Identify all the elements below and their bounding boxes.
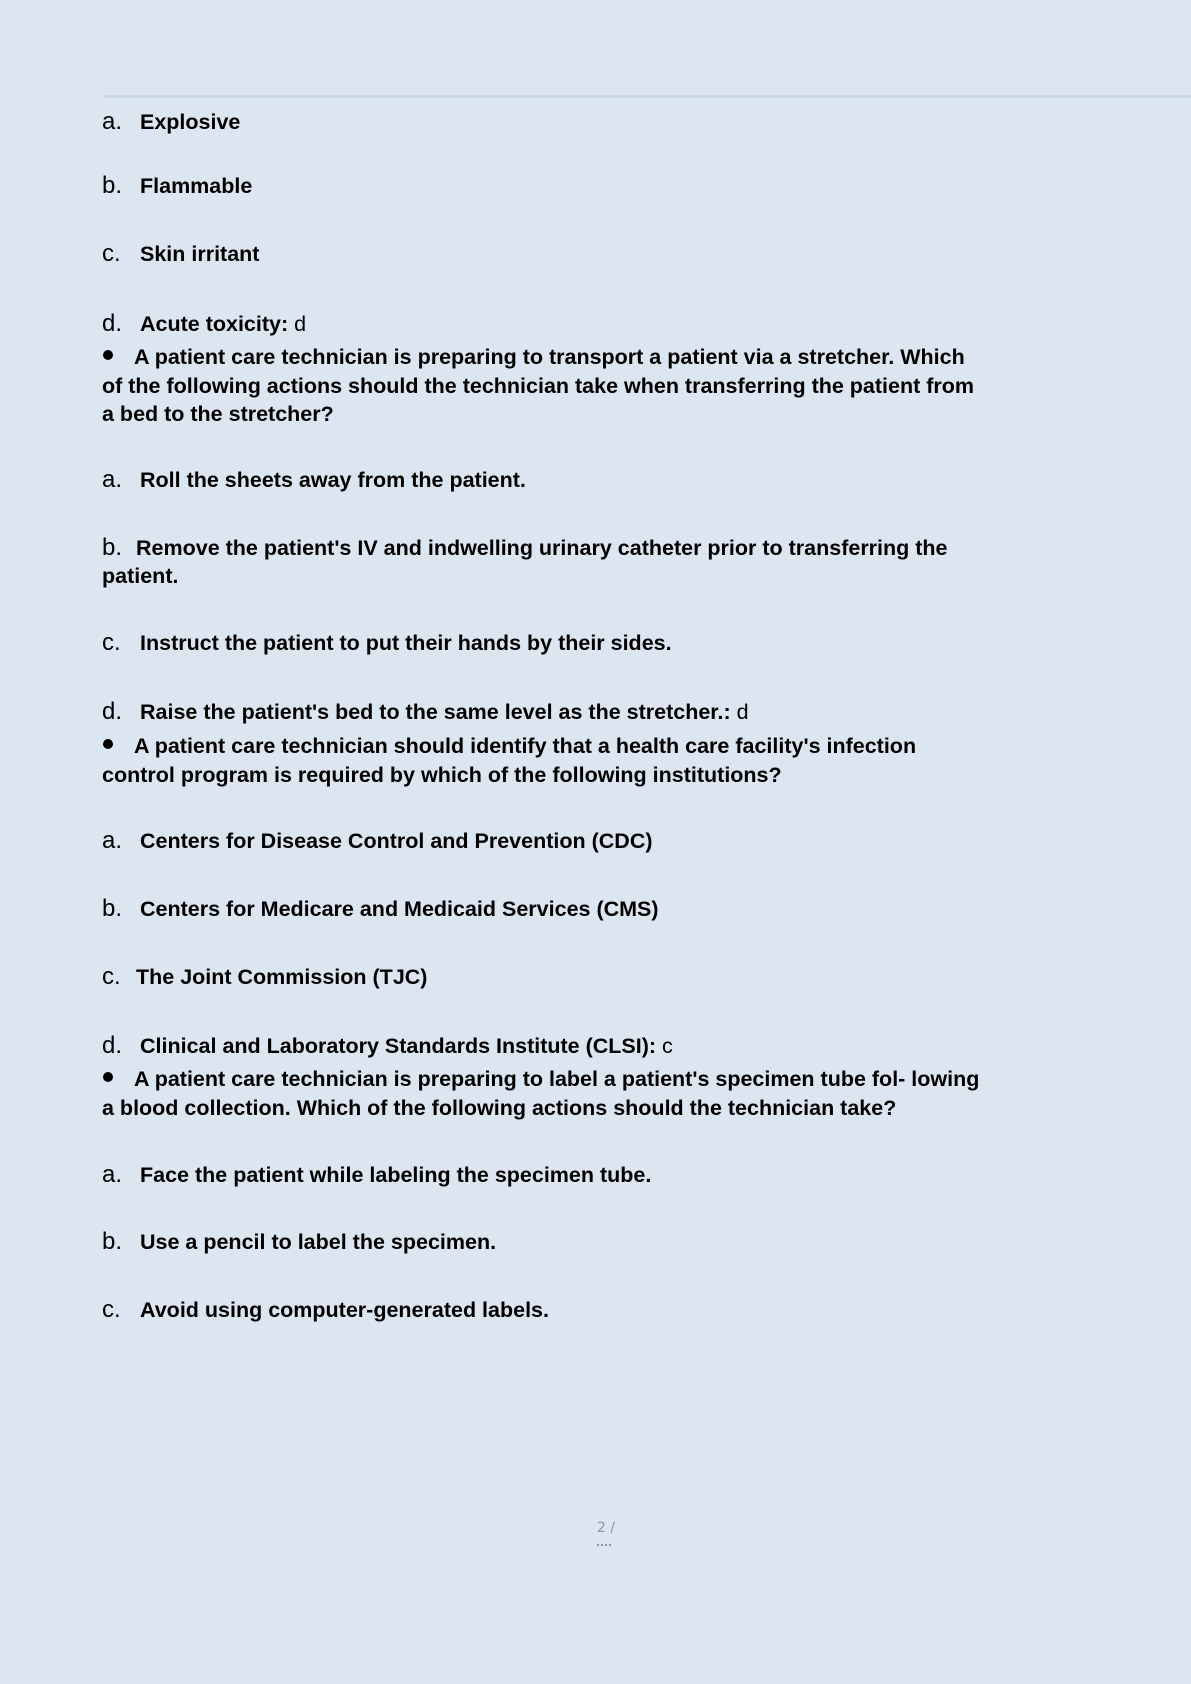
bullet-icon bbox=[103, 1072, 113, 1082]
option-line bbox=[102, 629, 672, 657]
option-letter: a. bbox=[102, 827, 123, 854]
option-letter: b. bbox=[102, 172, 123, 199]
option-text: Avoid using computer-generated labels. bbox=[140, 1298, 549, 1322]
option-line bbox=[102, 1161, 651, 1189]
option-line bbox=[102, 895, 659, 923]
question-line bbox=[102, 732, 916, 760]
option-text-continued: patient. bbox=[102, 564, 179, 588]
answer-key: d bbox=[736, 700, 749, 724]
option-text: Use a pencil to label the specimen. bbox=[140, 1230, 497, 1254]
option-letter: b. bbox=[102, 1228, 123, 1255]
question-text: A patient care technician is preparing to label a patient's specimen tube fol- lowing bbox=[134, 1067, 980, 1091]
question-text: A patient care technician should identify that a health care facility's infection bbox=[134, 734, 917, 758]
question-text: a blood collection. Which of the following actions should the technician take? bbox=[102, 1096, 897, 1120]
option-line bbox=[102, 534, 948, 562]
option-letter: c. bbox=[102, 963, 121, 990]
option-line bbox=[102, 562, 178, 590]
option-line bbox=[102, 466, 526, 494]
option-line bbox=[102, 108, 240, 136]
question-text: a bed to the stretcher? bbox=[102, 402, 334, 426]
option-line bbox=[102, 172, 252, 200]
option-line bbox=[102, 1032, 673, 1060]
question-text: A patient care technician is preparing to transport a patient via a stretcher. Which bbox=[134, 345, 965, 369]
option-text: Roll the sheets away from the patient. bbox=[140, 468, 526, 492]
answer-key: d bbox=[294, 312, 307, 336]
option-letter: b. bbox=[102, 534, 123, 561]
option-text: Explosive bbox=[140, 110, 241, 134]
option-letter: a. bbox=[102, 108, 123, 135]
question-line bbox=[102, 761, 782, 789]
option-letter: b. bbox=[102, 895, 123, 922]
option-text: Remove the patient's IV and indwelling urinary catheter prior to transferring the bbox=[136, 536, 948, 560]
option-line bbox=[102, 240, 259, 268]
option-letter: c. bbox=[102, 240, 121, 267]
option-letter: d. bbox=[102, 698, 123, 725]
option-letter: d. bbox=[102, 310, 123, 337]
question-text: of the following actions should the technician take when transferring the patient from bbox=[102, 374, 975, 398]
option-line bbox=[102, 963, 427, 991]
option-text: Centers for Disease Control and Prevention (CDC) bbox=[140, 829, 653, 853]
option-line bbox=[102, 310, 306, 338]
bullet-icon bbox=[103, 739, 113, 749]
answer-key: c bbox=[662, 1034, 673, 1058]
question-line bbox=[102, 1094, 896, 1122]
option-text: Raise the patient's bed to the same level as the stretcher.: bbox=[140, 700, 731, 724]
option-text: Centers for Medicare and Medicaid Services (CMS) bbox=[140, 897, 659, 921]
option-letter: d. bbox=[102, 1032, 123, 1059]
bullet-icon bbox=[103, 350, 113, 360]
option-line bbox=[102, 827, 653, 855]
option-letter: c. bbox=[102, 1296, 121, 1323]
option-letter: c. bbox=[102, 629, 121, 656]
option-text: Acute toxicity: bbox=[140, 312, 289, 336]
option-text: Face the patient while labeling the specimen tube. bbox=[140, 1163, 652, 1187]
option-text: The Joint Commission (TJC) bbox=[136, 965, 428, 989]
question-line bbox=[102, 400, 334, 428]
top-rule bbox=[104, 95, 1191, 98]
question-line bbox=[102, 1065, 979, 1093]
option-line bbox=[102, 698, 749, 726]
option-line bbox=[102, 1228, 496, 1256]
option-letter: a. bbox=[102, 1161, 123, 1188]
page-number-total-marker bbox=[597, 1544, 611, 1548]
option-text: Instruct the patient to put their hands by their sides. bbox=[140, 631, 672, 655]
question-line bbox=[102, 343, 965, 371]
option-letter: a. bbox=[102, 466, 123, 493]
option-text: Skin irritant bbox=[140, 242, 260, 266]
option-text: Clinical and Laboratory Standards Institute (CLSI): bbox=[140, 1034, 657, 1058]
option-line bbox=[102, 1296, 549, 1324]
page-number: 2 / bbox=[596, 1520, 616, 1536]
option-text: Flammable bbox=[140, 174, 253, 198]
question-line bbox=[102, 372, 974, 400]
question-text: control program is required by which of the following institutions? bbox=[102, 763, 782, 787]
